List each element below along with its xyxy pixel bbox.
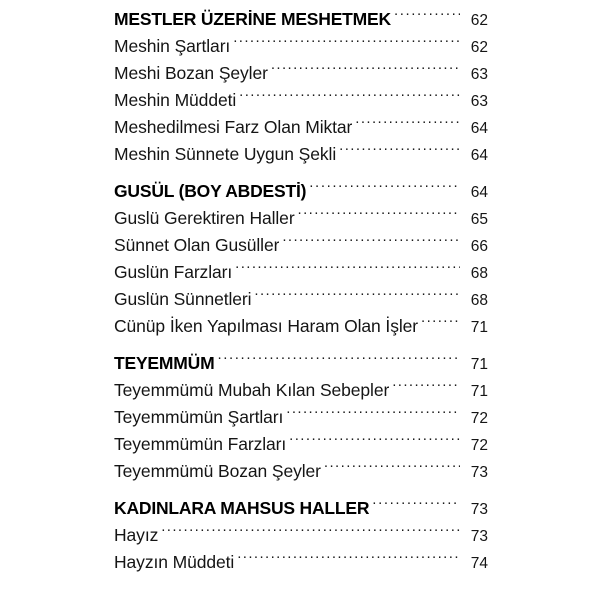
toc-entry-page-number: 63	[470, 66, 488, 83]
toc-entry-page-number: 68	[470, 265, 488, 282]
toc-item-entry[interactable]	[114, 286, 488, 313]
toc-item-entry[interactable]	[114, 114, 488, 141]
toc-section-entry[interactable]	[114, 178, 488, 205]
toc-entry-title: TEYEMMÜM	[114, 353, 215, 373]
toc-entry-title: Teyemmümün Şartları	[114, 407, 284, 427]
toc-entry-page-number: 65	[470, 211, 488, 228]
toc-item-entry[interactable]	[114, 431, 488, 458]
toc-entry-title: Meshedilmesi Farz Olan Miktar	[114, 117, 353, 137]
toc-section-entry[interactable]	[114, 6, 488, 33]
toc-entry-title: Guslün Farzları	[114, 262, 233, 282]
toc-entry-title: Meshin Şartları	[114, 36, 231, 56]
table-of-contents-list	[114, 6, 488, 576]
toc-section-entry[interactable]	[114, 350, 488, 377]
toc-item-entry[interactable]	[114, 33, 488, 60]
toc-item-entry[interactable]	[114, 87, 488, 114]
toc-entry-page-number: 73	[470, 528, 488, 545]
toc-entry-page-number: 72	[470, 410, 488, 427]
dot-leader	[372, 498, 460, 514]
dot-leader	[235, 262, 460, 278]
dot-leader	[286, 407, 460, 423]
dot-leader	[421, 316, 460, 332]
toc-item-entry[interactable]	[114, 549, 488, 576]
toc-entry-page-number: 64	[470, 184, 488, 201]
toc-entry-page-number: 71	[470, 319, 488, 336]
toc-item-entry[interactable]	[114, 522, 488, 549]
toc-item-entry[interactable]	[114, 232, 488, 259]
toc-entry-title: Meshi Bozan Şeyler	[114, 63, 268, 83]
toc-entry-title: Teyemmümü Bozan Şeyler	[114, 461, 321, 481]
toc-section-entry[interactable]	[114, 495, 488, 522]
dot-leader	[161, 525, 460, 541]
dot-leader	[309, 181, 460, 197]
dot-leader	[271, 63, 460, 79]
toc-entry-page-number: 73	[470, 501, 488, 518]
toc-entry-title: Hayzın Müddeti	[114, 552, 235, 572]
toc-entry-page-number: 72	[470, 437, 488, 454]
toc-entry-title: GUSÜL (BOY ABDESTİ)	[114, 181, 307, 201]
toc-entry-page-number: 62	[470, 12, 488, 29]
toc-entry-title: Meshin Müddeti	[114, 90, 237, 110]
dot-leader	[233, 36, 460, 52]
dot-leader	[298, 208, 460, 224]
toc-entry-page-number: 64	[470, 120, 488, 137]
dot-leader	[339, 144, 460, 160]
toc-entry-page-number: 71	[470, 356, 488, 373]
dot-leader	[392, 380, 460, 396]
dot-leader	[239, 90, 460, 106]
dot-leader	[282, 235, 460, 251]
dot-leader	[394, 9, 460, 25]
toc-item-entry[interactable]	[114, 60, 488, 87]
toc-entry-title: Hayız	[114, 525, 159, 545]
toc-entry-title: Teyemmümün Farzları	[114, 434, 287, 454]
toc-entry-title: Meshin Sünnete Uygun Şekli	[114, 144, 337, 164]
toc-entry-title: Cünüp İken Yapılması Haram Olan İşler	[114, 316, 418, 336]
dot-leader	[237, 552, 460, 568]
toc-item-entry[interactable]	[114, 205, 488, 232]
toc-item-entry[interactable]	[114, 404, 488, 431]
toc-entry-page-number: 68	[470, 292, 488, 309]
toc-item-entry[interactable]	[114, 458, 488, 485]
toc-entry-title: Guslü Gerektiren Haller	[114, 208, 295, 228]
dot-leader	[355, 117, 460, 133]
toc-item-entry[interactable]	[114, 141, 488, 168]
toc-entry-page-number: 71	[470, 383, 488, 400]
toc-entry-page-number: 62	[470, 39, 488, 56]
toc-entry-page-number: 73	[470, 464, 488, 481]
toc-entry-page-number: 66	[470, 238, 488, 255]
toc-entry-title: Teyemmümü Mubah Kılan Sebepler	[114, 380, 390, 400]
toc-entry-page-number: 64	[470, 147, 488, 164]
dot-leader	[217, 353, 460, 369]
dot-leader	[289, 434, 460, 450]
toc-entry-title: KADINLARA MAHSUS HALLER	[114, 498, 370, 518]
toc-item-entry[interactable]	[114, 313, 488, 340]
dot-leader	[254, 289, 460, 305]
toc-entry-title: MESTLER ÜZERİNE MESHETMEK	[114, 9, 391, 29]
toc-entry-page-number: 63	[470, 93, 488, 110]
toc-entry-title: Sünnet Olan Gusüller	[114, 235, 280, 255]
toc-entry-title: Guslün Sünnetleri	[114, 289, 252, 309]
toc-entry-page-number: 74	[470, 555, 488, 572]
dot-leader	[324, 461, 460, 477]
toc-item-entry[interactable]	[114, 377, 488, 404]
toc-item-entry[interactable]	[114, 259, 488, 286]
